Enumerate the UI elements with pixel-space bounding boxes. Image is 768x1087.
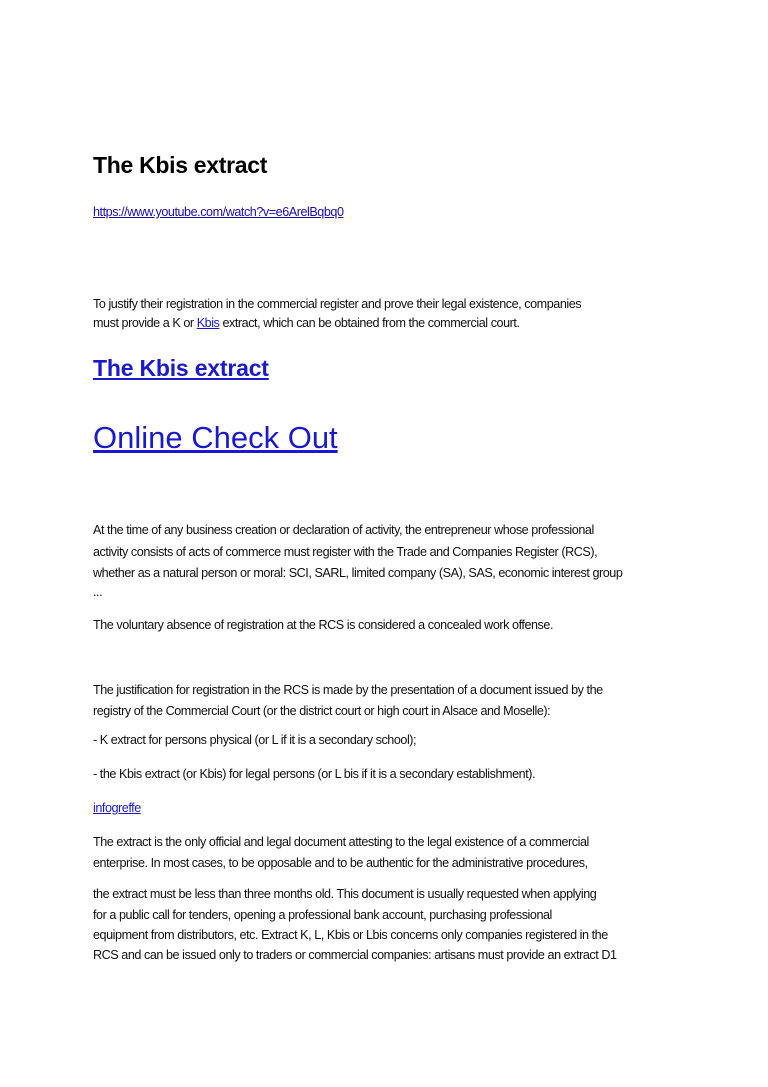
intro-line-1: To justify their registration in the commercial register and prove their legal existence, companies <box>93 297 582 311</box>
kbis-link[interactable]: Kbis <box>196 316 220 330</box>
justification-line-1: The justification for registration in the RCS is made by the presentation of a document issued by the <box>93 683 603 697</box>
bullet-k-extract: - K extract for persons physical (or L if it is a secondary school); <box>93 733 417 747</box>
infogreffe-link[interactable]: infogreffe <box>93 801 141 815</box>
activity-line-4: ... <box>93 585 103 599</box>
months-line-4: RCS and can be issued only to traders or commercial companies: artisans must provide an extract D1 <box>93 948 617 962</box>
activity-line-2: activity consists of acts of commerce must register with the Trade and Companies Register (RCS), <box>93 545 598 559</box>
intro-text-end: extract, which can be obtained from the commercial court. <box>219 316 520 330</box>
official-line-1: The extract is the only official and legal document attesting to the legal existence of a commercial <box>93 835 589 849</box>
months-line-3: equipment from distributors, etc. Extract K, L, Kbis or Lbis concerns only companies registered in the <box>93 928 608 942</box>
months-line-1: the extract must be less than three months old. This document is usually requested when applying <box>93 887 597 901</box>
voluntary-paragraph: The voluntary absence of registration at the RCS is considered a concealed work offense. <box>93 618 553 632</box>
intro-text: must provide a K or <box>93 316 197 330</box>
months-line-2: for a public call for tenders, opening a professional bank account, purchasing professional <box>93 908 552 922</box>
activity-line-1: At the time of any business creation or declaration of activity, the entrepreneur whose professional <box>93 523 594 537</box>
youtube-link[interactable]: https://www.youtube.com/watch?v=e6ArelBqbq0 <box>93 205 344 219</box>
official-line-2: enterprise. In most cases, to be opposable and to be authentic for the administrative procedures, <box>93 856 588 870</box>
activity-line-3: whether as a natural person or moral: SCI, SARL, limited company (SA), SAS, economic interest group <box>93 566 623 580</box>
page-title: The Kbis extract <box>93 152 268 178</box>
bullet-kbis-extract: - the Kbis extract (or Kbis) for legal persons (or L bis if it is a secondary establishment). <box>93 767 536 781</box>
online-check-out-link[interactable]: Online Check Out <box>93 420 338 455</box>
kbis-extract-heading-link[interactable]: The Kbis extract <box>93 355 269 381</box>
justification-line-2: registry of the Commercial Court (or the district court or high court in Alsace and Moselle): <box>93 704 551 718</box>
intro-line-2 <box>93 314 520 332</box>
